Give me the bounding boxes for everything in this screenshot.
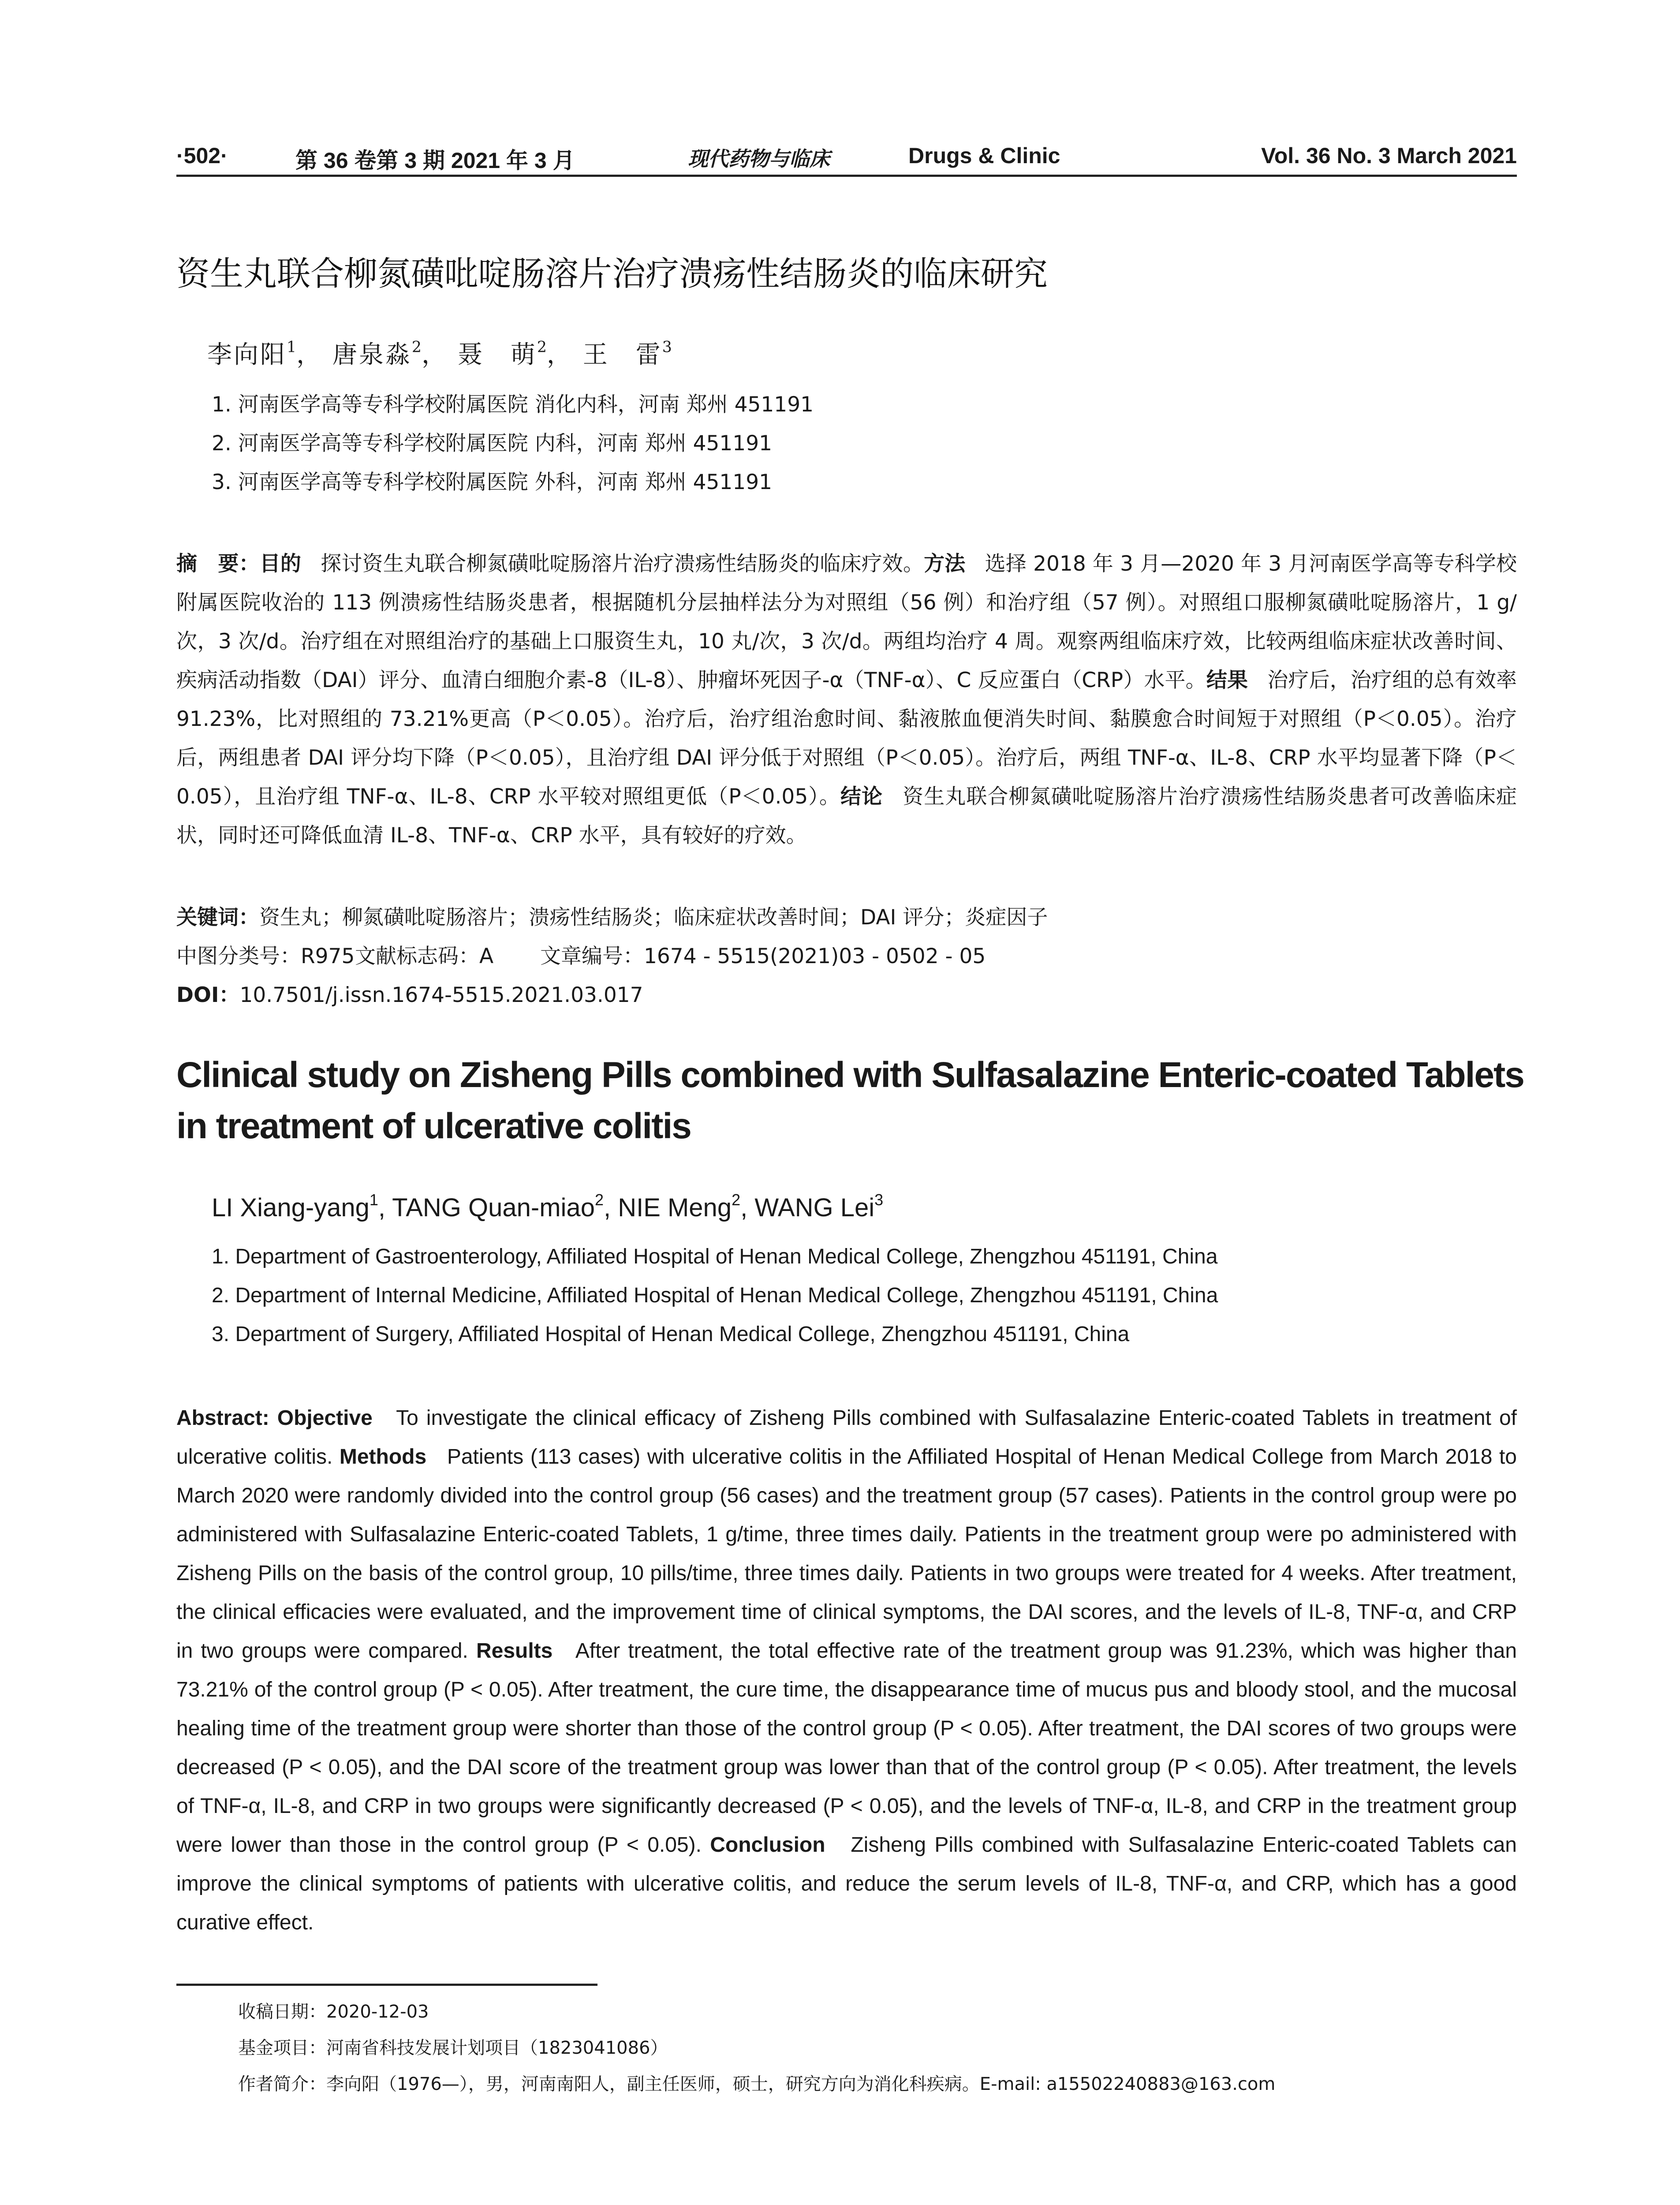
author-list-cn: 李向阳$^1$， 唐泉淼$^2$， 聂 萌$^2$， 王 雷$^3$ <box>207 338 672 369</box>
document-code: 文献标志码：A <box>355 944 494 968</box>
author-name: LI Xiang-yang <box>212 1193 370 1222</box>
methods-text: 选择 2018 年 3 月—2020 年 3 月河南医学高等专科学校附属医院收治的 113 例溃疡性结肠炎患者，根据随机分层抽样法分为对照组（56 例）和治疗组（57 例）。对照组口服柳氮磺吡啶肠溶片，1 g/次，3 次/d。治疗组在对照组治疗的基础上口服资生丸，10 丸/次，3 次/d。两组均治疗 4 周。观察两组临床疗效，比较两组临床症状改善时间、疾病活动指数（DAI）评分、血清白细胞介素-8（IL-8）、肿瘤坏死因子-α（TNF-α）、C 反应蛋白（CRP）水平。 <box>176 552 1517 692</box>
keywords-line <box>176 901 1048 931</box>
clc-code: 中图分类号：R975 <box>176 944 355 968</box>
journal-name-cn: 现代药物与临床 <box>688 147 830 171</box>
footnote-text: 2020-12-03 <box>326 2002 429 2022</box>
author-affil-mark: 3 <box>874 1191 884 1209</box>
affiliation-cn: 3. 河南医学高等专科学校附属医院 外科，河南 郑州 451191 <box>212 470 773 494</box>
author-name: NIE Meng <box>618 1193 732 1222</box>
affiliation-en: 3. Department of Surgery, Affiliated Hospital of Henan Medical College, Zhengzhou 451191, China <box>212 1323 1130 1346</box>
results-text: 治疗后，治疗组的总有效率 91.23%，比对照组的 73.21%更高（P＜0.05）。治疗后，治疗组治愈时间、黏液脓血便消失时间、黏膜愈合时间短于对照组（P＜0.05）。治疗后，两组患者 DAI 评分均下降（P＜0.05），且治疗组 DAI 评分低于对照组（P＜0.05）。治疗后，两组 TNF-α、IL-8、CRP 水平均显著下降（P＜0.05），且治疗组 TNF-α、IL-8、CRP 水平较对照组更低（P＜0.05）。 <box>176 668 1517 809</box>
objective-label: 目的 <box>259 552 302 576</box>
author-affil-mark: 3 <box>662 338 672 356</box>
footnote-label: 收稿日期： <box>238 2002 326 2022</box>
author-name: 唐泉淼 <box>332 340 412 369</box>
methods-label: 方法 <box>924 552 966 576</box>
conclusion-text: 资生丸联合柳氮磺吡啶肠溶片治疗溃疡性结肠炎患者可改善临床症状，同时还可降低血清 IL-8、TNF-α、CRP 水平，具有较好的疗效。 <box>176 785 1517 848</box>
author-affil-mark: 2 <box>411 338 422 356</box>
doi-line <box>176 979 643 1008</box>
conclusion-text: Zisheng Pills combined with Sulfasalazine Enteric-coated Tablets can improve the clinical symptoms of patients with ulcerative colitis, and reduce the serum levels of IL-8, TNF-α, and CRP, which has a good curative effect. <box>176 1833 1517 1934</box>
footnote-divider <box>176 1984 597 1986</box>
page-number: ·502· <box>176 143 228 168</box>
affiliation-cn: 1. 河南医学高等专科学校附属医院 消化内科，河南 郑州 451191 <box>212 392 814 417</box>
journal-name-en: Drugs & Clinic <box>908 143 1060 168</box>
footnote-funding <box>238 2034 668 2059</box>
author-list-en: LI Xiang-yang$^1$, TANG Quan-miao$^2$, NIE Meng$^2$, WANG Lei$^3$ <box>212 1191 884 1222</box>
classification-line <box>176 940 986 969</box>
author-affil-mark: 2 <box>732 1191 741 1209</box>
author-affil-mark: 1 <box>287 338 297 356</box>
abstract-en <box>176 1399 1517 1942</box>
running-header <box>176 141 1517 177</box>
volume-info-en: Vol. 36 No. 3 March 2021 <box>1261 143 1517 168</box>
footnote-author-bio <box>238 2070 1275 2095</box>
author-affil-mark: 1 <box>369 1191 378 1209</box>
conclusion-label: 结论 <box>840 785 883 809</box>
article-title-en: Clinical study on Zisheng Pills combined with Sulfasalazine Enteric-coated Tablets in treatment of ulcerative colitis <box>176 1055 1524 1146</box>
objective-text: 探讨资生丸联合柳氮磺吡啶肠溶片治疗溃疡性结肠炎的临床疗效。 <box>321 552 924 576</box>
abstract-label: 摘 要： <box>176 552 260 576</box>
affiliation-en: 2. Department of Internal Medicine, Affiliated Hospital of Henan Medical College, Zhengzhou 451191, China <box>212 1284 1218 1307</box>
footnote-text: 李向阳（1976—），男，河南南阳人，副主任医师，硕士，研究方向为消化科疾病。E-mail: a15502240883@163.com <box>326 2074 1276 2094</box>
objective-text: To investigate the clinical efficacy of Zisheng Pills combined with Sulfasalazine Enteric-coated Tablets in treatment of ulcerative colitis. <box>176 1406 1517 1469</box>
methods-label: Methods <box>339 1445 427 1469</box>
results-text: After treatment, the total effective rate of the treatment group was 91.23%, which was higher than 73.21% of the control group (P < 0.05). After treatment, the cure time, the disappearance time of mucus pus and bloody stool, and the mucosal healing time of the treatment group were shorter than those of the control group (P < 0.05). After treatment, the DAI scores of two groups were decreased (P < 0.05), and the DAI score of the treatment group was lower than that of the control group (P < 0.05). After treatment, the levels of TNF-α, IL-8, and CRP in two groups were significantly decreased (P < 0.05), and the levels of TNF-α, IL-8, and CRP in the treatment group were lower than those in the control group (P < 0.05). <box>176 1639 1517 1857</box>
footnote-label: 基金项目： <box>238 2038 326 2058</box>
author-affil-mark: 2 <box>537 338 547 356</box>
volume-info-cn: 第 36 卷第 3 期 2021 年 3 月 <box>295 148 575 173</box>
doi-label: DOI： <box>176 983 240 1007</box>
abstract-label: Abstract: <box>176 1406 269 1430</box>
footnote-text: 河南省科技发展计划项目（1823041086） <box>326 2038 668 2058</box>
author-name: 王 雷 <box>582 340 662 369</box>
author-name: TANG Quan-miao <box>392 1193 595 1222</box>
author-affil-mark: 2 <box>594 1191 604 1209</box>
conclusion-label: Conclusion <box>710 1833 825 1857</box>
article-title-cn: 资生丸联合柳氮磺吡啶肠溶片治疗溃疡性结肠炎的临床研究 <box>176 254 1048 293</box>
results-label: Results <box>476 1639 553 1663</box>
methods-text: Patients (113 cases) with ulcerative colitis in the Affiliated Hospital of Henan Medical College from March 2018 to March 2020 were randomly divided into the control group (56 cases) and the treatment group (57 cases). Patients in the control group were po administered with Sulfasalazine Enteric-coated Tablets, 1 g/time, three times daily. Patients in the treatment group were po administered with Zisheng Pills on the basis of the control group, 10 pills/time, three times daily. Patients in two groups were treated for 4 weeks. After treatment, the clinical efficacies were evaluated, and the improvement time of clinical symptoms, the DAI scores, and the levels of IL-8, TNF-α, and CRP in two groups were compared. <box>176 1445 1517 1663</box>
footnote-received <box>238 1998 429 2023</box>
author-name: WANG Lei <box>754 1193 875 1222</box>
keywords-label: 关键词： <box>176 905 259 930</box>
author-name: 李向阳 <box>207 340 287 369</box>
abstract-cn <box>176 545 1517 855</box>
doi-value: 10.7501/j.issn.1674-5515.2021.03.017 <box>239 983 643 1007</box>
article-number: 文章编号：1674 - 5515(2021)03 - 0502 - 05 <box>540 944 986 968</box>
affiliation-cn: 2. 河南医学高等专科学校附属医院 内科，河南 郑州 451191 <box>212 431 773 456</box>
objective-label: Objective <box>277 1406 373 1430</box>
keywords-text: 资生丸；柳氮磺吡啶肠溶片；溃疡性结肠炎；临床症状改善时间；DAI 评分；炎症因子 <box>259 905 1048 930</box>
results-label: 结果 <box>1206 668 1248 692</box>
footnote-label: 作者简介： <box>238 2074 326 2094</box>
affiliation-en: 1. Department of Gastroenterology, Affiliated Hospital of Henan Medical College, Zhengzhou 451191, China <box>212 1245 1218 1268</box>
author-name: 聂 萌 <box>457 340 537 369</box>
